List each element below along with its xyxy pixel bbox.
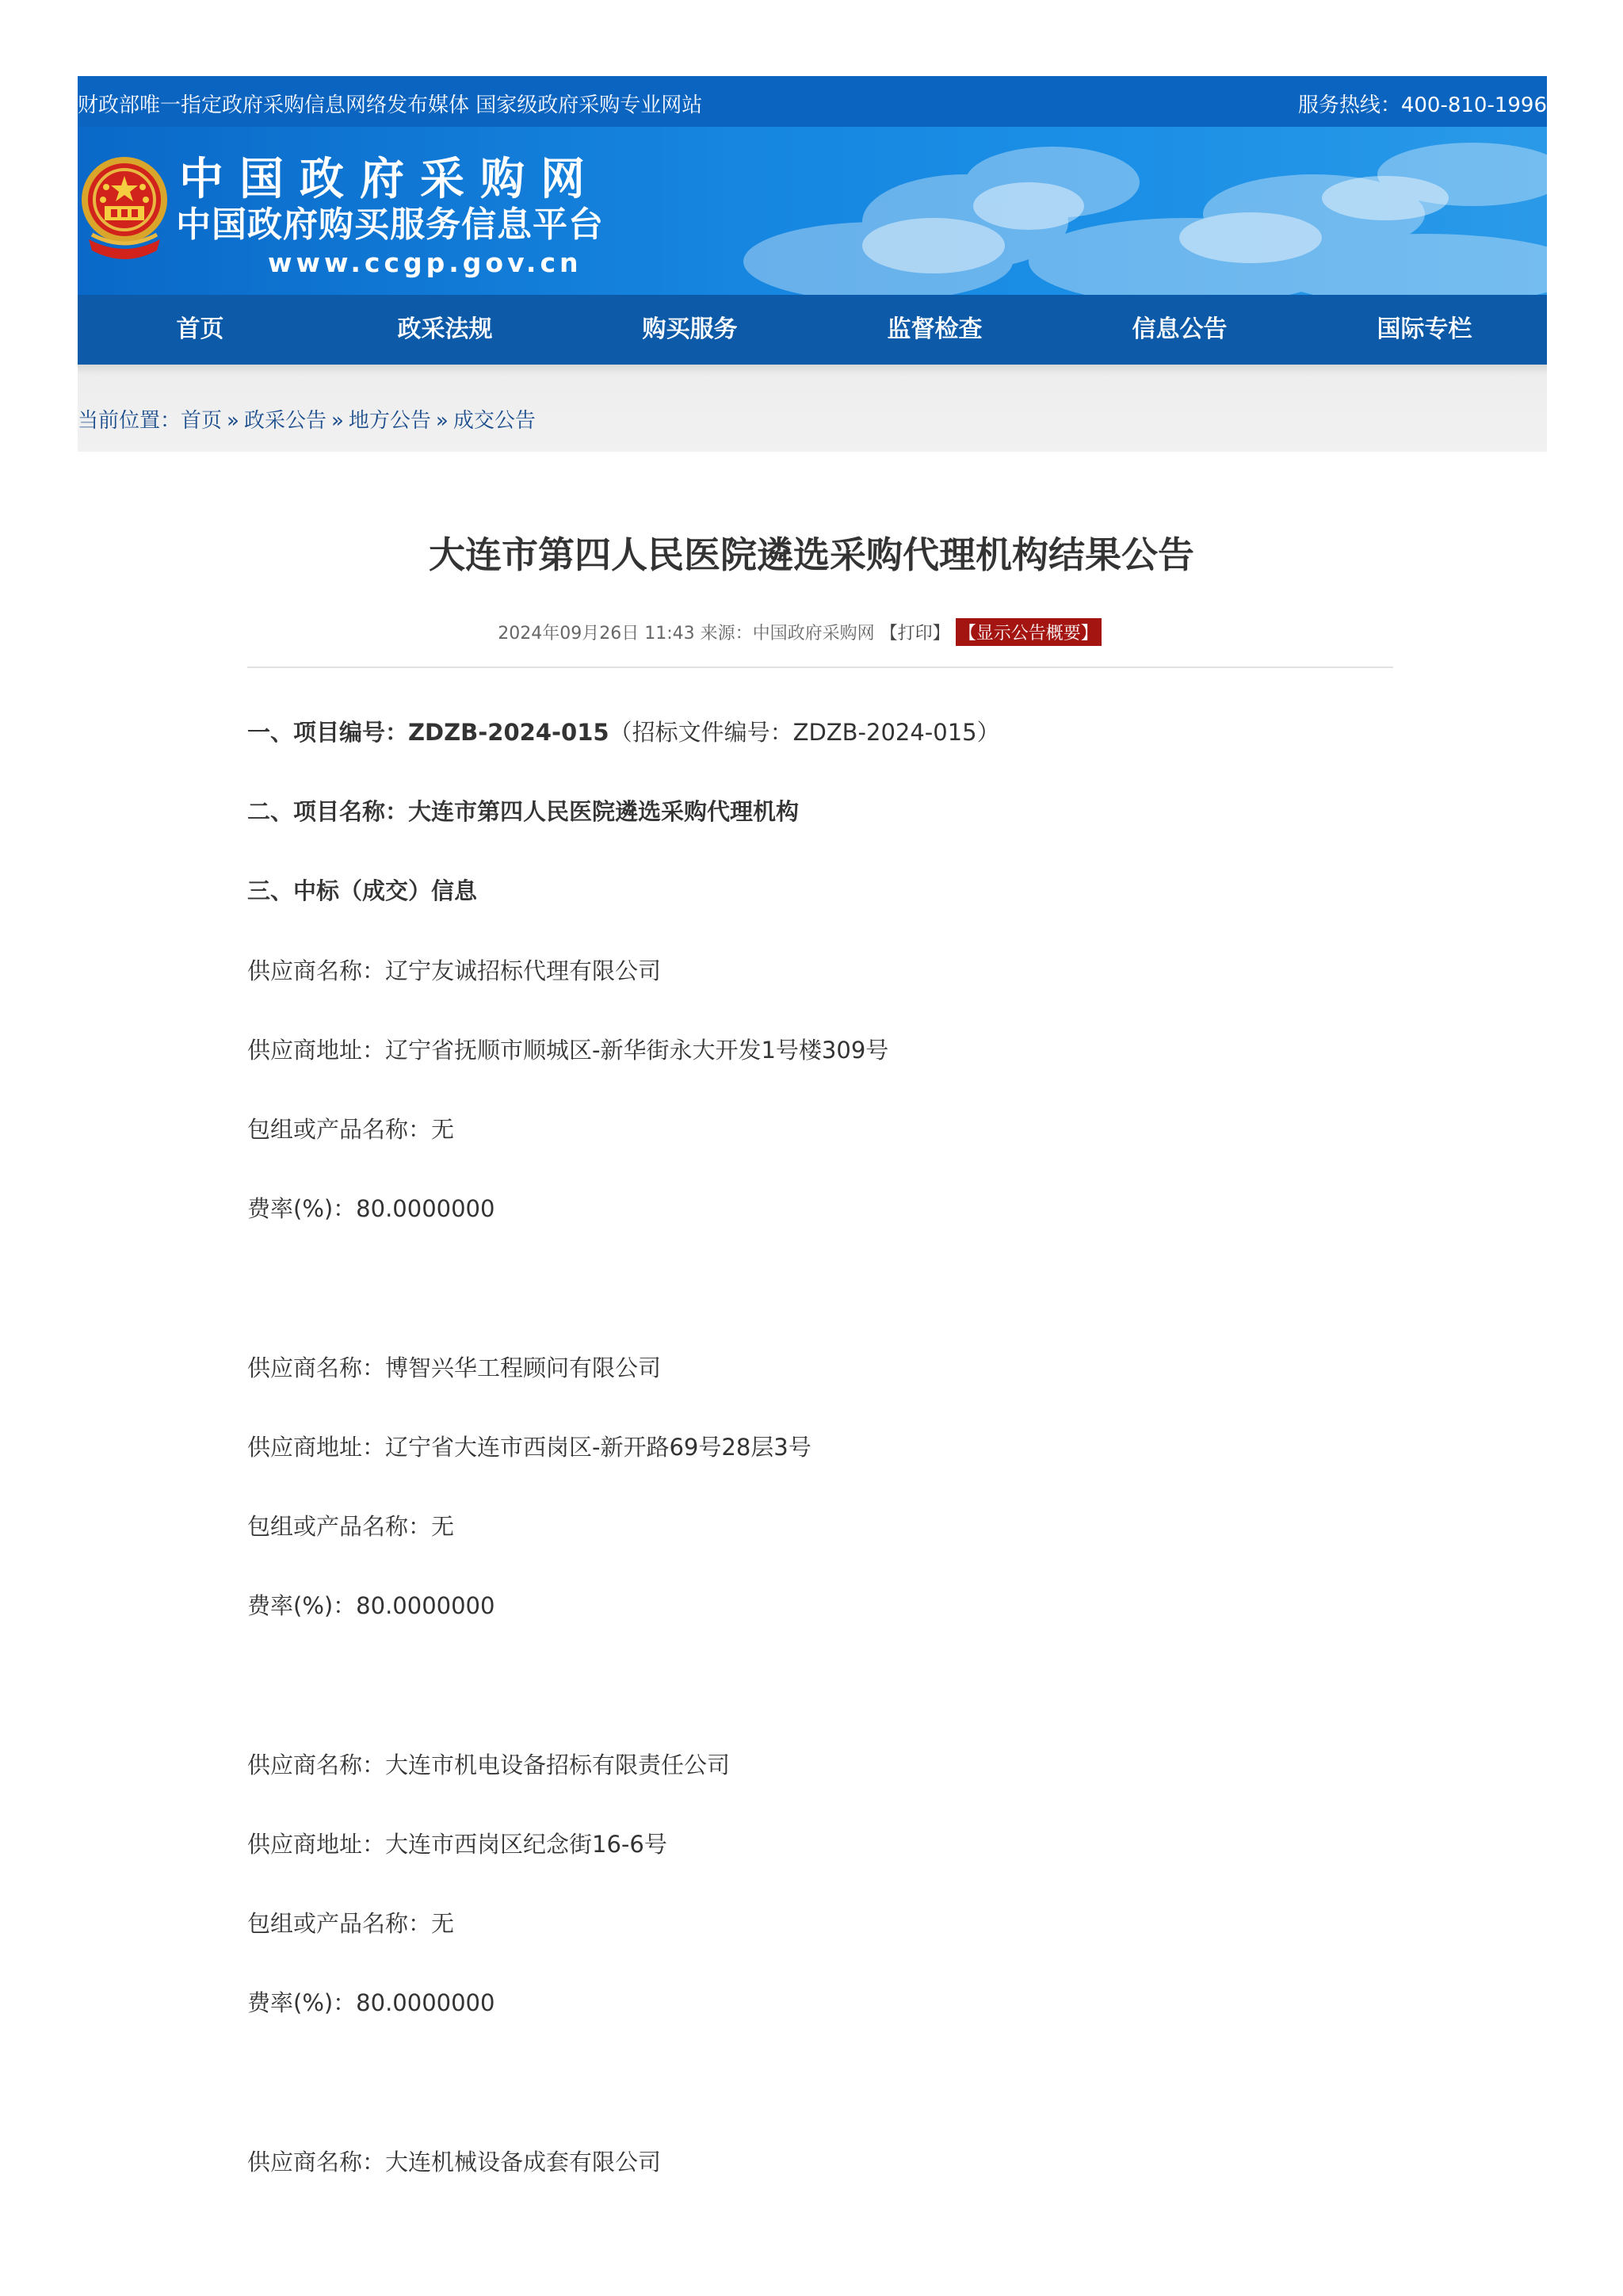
breadcrumb-home[interactable]: 首页	[181, 409, 223, 433]
show-summary-button[interactable]: 【显示公告概要】	[956, 618, 1102, 646]
site-slogan: 财政部唯一指定政府采购信息网络发布媒体 国家级政府采购专业网站	[78, 94, 703, 117]
nav-international[interactable]: 国际专栏	[1377, 315, 1472, 343]
supplier-name: 供应商名称：辽宁友诚招标代理有限公司	[247, 957, 662, 984]
nav-purchase-services[interactable]: 购买服务	[642, 315, 738, 343]
project-name-value: 大连市第四人民医院遴选采购代理机构	[408, 798, 800, 825]
breadcrumb-gov-announcements[interactable]: 政采公告	[243, 409, 327, 433]
print-link[interactable]: 【打印】	[880, 624, 950, 644]
supplier-name: 供应商名称：博智兴华工程顾问有限公司	[247, 1354, 662, 1381]
project-number-value: ZDZB-2024-015	[408, 719, 609, 746]
article-title: 大连市第四人民医院遴选采购代理机构结果公告	[429, 533, 1194, 576]
nav-home[interactable]: 首页	[176, 315, 224, 343]
article-meta	[0, 618, 1599, 646]
breadcrumb-deal-announcements[interactable]: 成交公告	[453, 409, 536, 433]
main-nav	[78, 295, 1547, 365]
project-name-label: 二、项目名称：	[247, 798, 409, 825]
supplier-address: 供应商地址：大连市西岗区纪念街16-6号	[247, 1831, 667, 1858]
tender-doc-number: （招标文件编号：ZDZB-2024-015）	[609, 719, 1000, 746]
section-winning-info	[247, 873, 477, 908]
nav-announcements[interactable]: 信息公告	[1132, 315, 1228, 343]
top-info-bar	[78, 76, 1547, 127]
supplier-product: 包组或产品名称：无	[247, 1513, 455, 1540]
service-hotline: 服务热线：400-810-1996	[1297, 94, 1547, 117]
publish-datetime: 2024年09月26日 11:43	[498, 624, 695, 644]
supplier-address: 供应商地址：辽宁省大连市西岗区-新开路69号28层3号	[247, 1434, 812, 1461]
nav-regulations[interactable]: 政采法规	[397, 315, 493, 343]
breadcrumb-prefix: 当前位置：	[78, 409, 181, 433]
project-name	[247, 794, 799, 829]
breadcrumb-separator: »	[330, 409, 344, 433]
supplier-rate: 费率(%)：80.0000000	[247, 1592, 495, 1619]
article-source: 来源：中国政府采购网	[700, 624, 875, 644]
breadcrumb-separator: »	[227, 409, 239, 433]
site-name: 中国政府采购网	[179, 153, 601, 205]
national-emblem-icon	[78, 152, 171, 263]
supplier-rate: 费率(%)：80.0000000	[247, 1989, 495, 2016]
breadcrumb	[78, 404, 536, 434]
section-winning-info-label: 三、中标（成交）信息	[247, 877, 478, 904]
nav-supervision[interactable]: 监督检查	[887, 315, 983, 343]
supplier-name: 供应商名称：大连市机电设备招标有限责任公司	[247, 1752, 731, 1778]
supplier-rate: 费率(%)：80.0000000	[247, 1195, 495, 1222]
breadcrumb-local-announcements[interactable]: 地方公告	[348, 409, 431, 433]
project-number	[247, 715, 1000, 750]
site-banner	[78, 127, 1547, 295]
supplier-name: 供应商名称：大连机械设备成套有限公司	[247, 2149, 662, 2176]
site-url: www.ccgp.gov.cn	[268, 247, 582, 278]
project-number-label: 一、项目编号：	[247, 719, 409, 746]
supplier-product: 包组或产品名称：无	[247, 1910, 455, 1937]
supplier-product: 包组或产品名称：无	[247, 1116, 455, 1143]
title-divider	[247, 667, 1393, 668]
site-subtitle: 中国政府购买服务信息平台	[176, 204, 604, 245]
breadcrumb-separator: »	[435, 409, 449, 433]
supplier-address: 供应商地址：辽宁省抚顺市顺城区-新华街永大开发1号楼309号	[247, 1037, 889, 1064]
